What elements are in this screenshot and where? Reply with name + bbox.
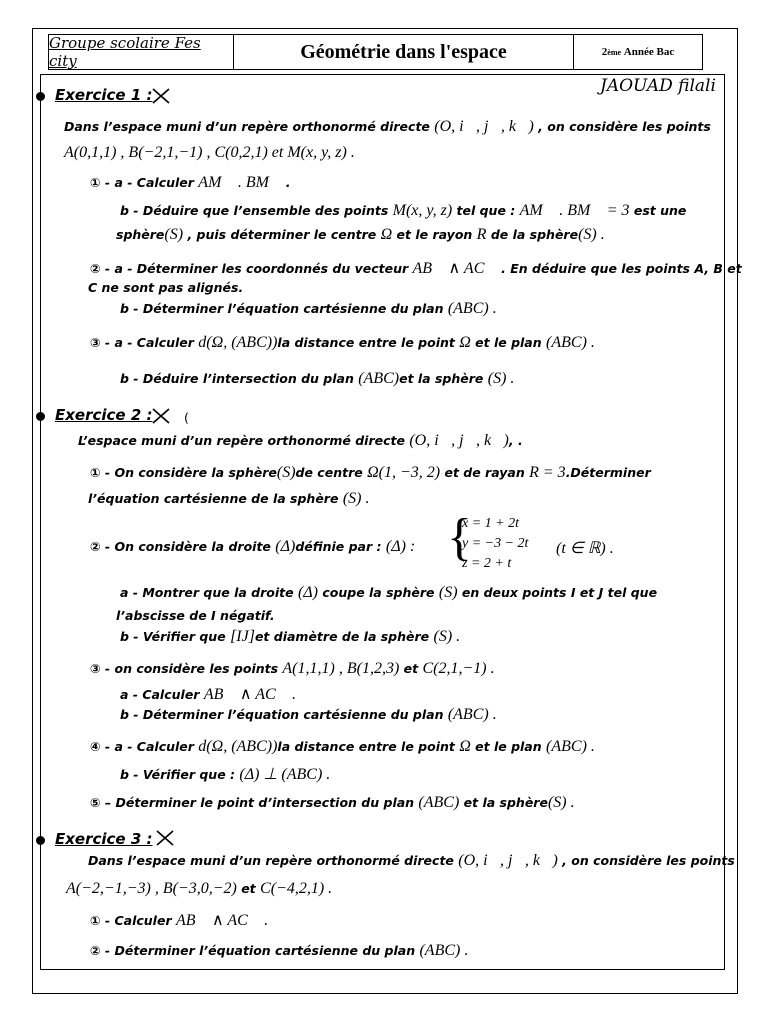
exercise-1-title: Exercice 1 : [55, 86, 153, 104]
author-signature: JAOUAD filali [600, 76, 716, 96]
ex2-q3b: b - Déterminer l’équation cartésienne du plan (ABC) . [120, 706, 497, 723]
ex3-intro: Dans l’espace muni d’un repère orthonormé directe (O, i⃗, j⃗, k⃗) , on considère les points [88, 852, 735, 869]
ex2-paren: ( [184, 410, 189, 425]
line-system: x = 1 + 2t y = −3 − 2t z = 2 + t [462, 516, 529, 571]
header [48, 34, 703, 70]
ex1-q1a: ① - a - Calculer AM⃗ . BM⃗ . [90, 174, 291, 191]
ex3-q1: ① - Calculer AB⃗ ∧ AC⃗ . [90, 912, 269, 929]
bullet-icon [36, 92, 45, 101]
ex1-q1b-line2: sphère(S) , puis déterminer le centre Ω et le rayon R de la sphère(S) . [116, 226, 605, 243]
exercise-3-title: Exercice 3 : [55, 830, 153, 848]
ex1-q2b: b - Déterminer l’équation cartésienne du plan (ABC) . [120, 300, 497, 317]
cross-icon [152, 408, 170, 424]
ex2-q3: ③ - on considère les points A(1,1,1) , B(1,2,3) et C(2,1,−1) . [90, 660, 495, 677]
ex1-intro: Dans l’espace muni d’un repère orthonormé directe (O, i⃗, j⃗, k⃗) , on considère les points [64, 118, 711, 135]
system-brace: { [447, 509, 472, 566]
level-num: 2 [601, 46, 608, 58]
exercise-2-title: Exercice 2 : [55, 406, 153, 424]
ex1-q2a: ② - a - Déterminer les coordonnés du vecteur AB⃗ ∧ AC⃗ . En déduire que les points A, B et [90, 260, 742, 277]
ex2-q5: ⑤ – Déterminer le point d’intersection du plan (ABC) et la sphère(S) . [90, 794, 575, 811]
ex3-points: A(−2,−1,−3) , B(−3,0,−2) et C(−4,2,1) . [66, 880, 333, 897]
ex2-q2b: b - Vérifier que [IJ]et diamètre de la sphère (S) . [120, 628, 461, 645]
bullet-icon [36, 836, 45, 845]
cross-icon [156, 830, 174, 846]
ex1-q3a: ③ - a - Calculer d(Ω, (ABC))la distance entre le point Ω et le plan (ABC) . [90, 334, 595, 351]
level-text: Année Bac [623, 46, 675, 58]
ex2-q2a-line2: l’abscisse de I négatif. [116, 608, 275, 623]
page-title: Géométrie dans l'espace [234, 35, 574, 69]
school-name: Groupe scolaire Fes city [49, 35, 234, 69]
ex1-q3b: b - Déduire l’intersection du plan (ABC)et la sphère (S) . [120, 370, 515, 387]
cross-icon [152, 88, 170, 104]
ex1-q1b: b - Déduire que l’ensemble des points M(x, y, z) tel que : AM⃗ . BM⃗ = 3 est une [120, 202, 687, 219]
level-sup: ème [607, 47, 622, 57]
level [574, 35, 702, 69]
ex2-q3a: a - Calculer AB⃗ ∧ AC⃗ . [120, 686, 297, 703]
ex2-q1-line2: l’équation cartésienne de la sphère (S) . [88, 490, 370, 507]
ex2-q2-param: (t ∈ ℝ) . [556, 540, 614, 557]
bullet-icon [36, 412, 45, 421]
ex1-q2a-line2: C ne sont pas alignés. [88, 280, 244, 295]
ex2-intro: L’espace muni d’un repère orthonormé directe (O, i⃗, j⃗, k⃗), . [78, 432, 523, 449]
ex1-points: A(0,1,1) , B(−2,1,−1) , C(0,2,1) et M(x, y, z) . [64, 144, 355, 161]
ex2-q2a: a - Montrer que la droite (Δ) coupe la sphère (S) en deux points I et J tel que [120, 584, 658, 601]
ex2-q1: ① - On considère la sphère(S)de centre Ω(1, −3, 2) et de rayan R = 3.Déterminer [90, 464, 651, 481]
ex3-q2: ② - Déterminer l’équation cartésienne du plan (ABC) . [90, 942, 469, 959]
ex2-q4a: ④ - a - Calculer d(Ω, (ABC))la distance entre le point Ω et le plan (ABC) . [90, 738, 595, 755]
ex2-q2: ② - On considère la droite (Δ)définie par : (Δ) : [90, 538, 416, 555]
ex2-q4b: b - Vérifier que : (Δ) ⊥ (ABC) . [120, 766, 331, 783]
